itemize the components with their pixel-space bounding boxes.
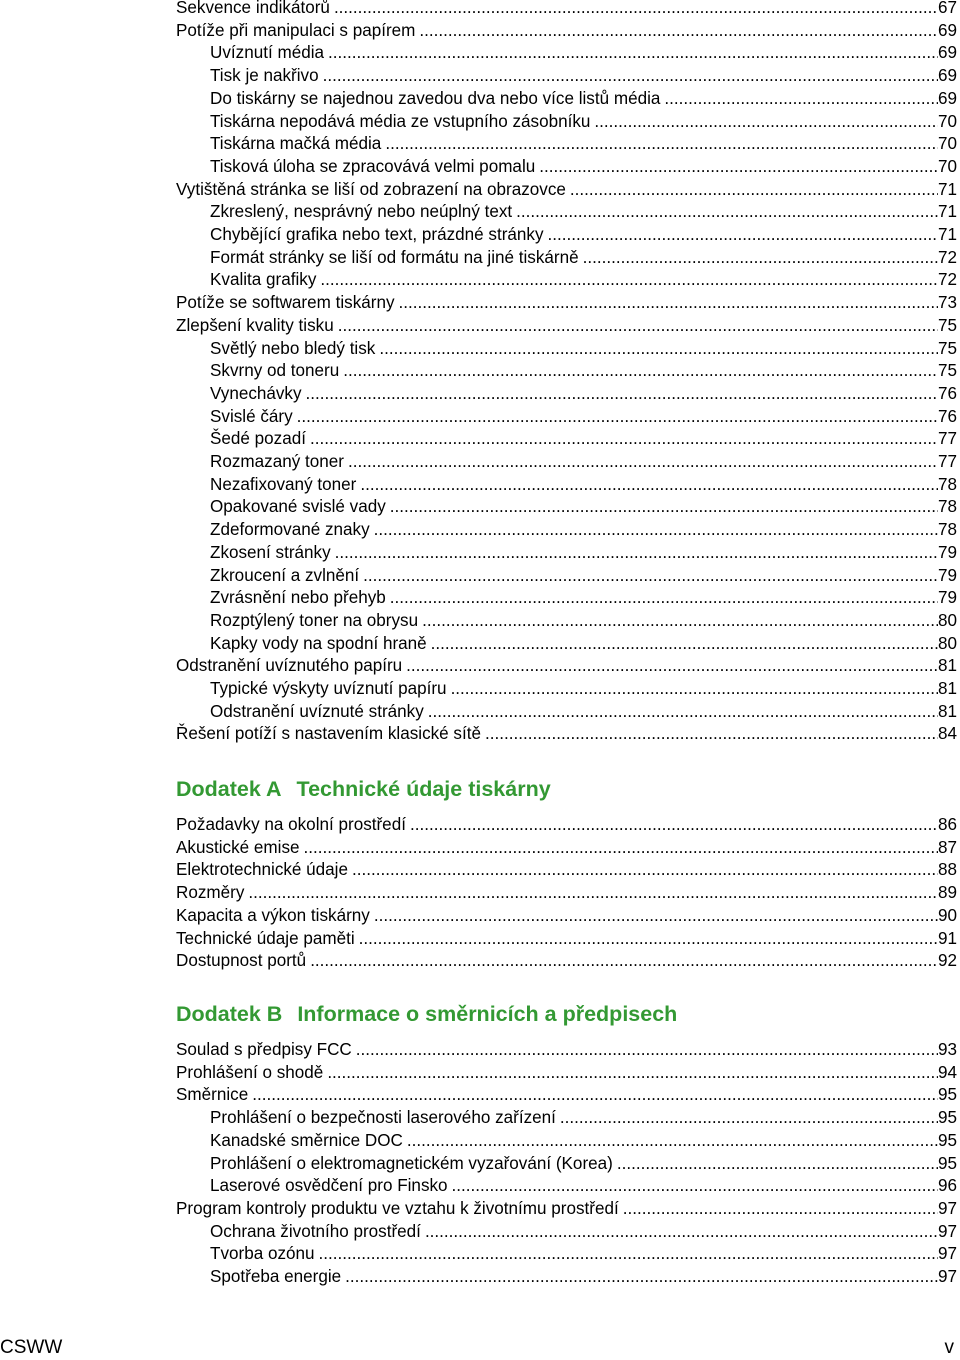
toc-entry[interactable] [210, 1107, 957, 1130]
toc-entry[interactable] [210, 1130, 957, 1153]
toc-leader-dots [548, 224, 938, 247]
toc-entry[interactable] [210, 701, 957, 724]
toc-entry-page: 81 [937, 679, 957, 698]
toc-entry-label: Potíže se softwarem tiskárny [176, 293, 395, 313]
toc-entry[interactable] [210, 587, 957, 610]
toc-leader-dots [374, 519, 938, 542]
toc-entry-page: 95 [937, 1130, 957, 1150]
toc-entry[interactable] [176, 1198, 957, 1221]
toc-entry[interactable] [210, 247, 957, 270]
toc-entry-label: Elektrotechnické údaje [176, 860, 348, 880]
toc-entry-page: 72 [937, 247, 957, 267]
toc-entry-label: Zdeformované znaky [210, 520, 370, 540]
toc-entry-label: Směrnice [176, 1085, 249, 1105]
toc-leader-dots [297, 406, 938, 429]
toc-entry-label: Zkosení stránky [210, 542, 331, 562]
toc-entry-page: 71 [937, 225, 957, 244]
toc-entry[interactable] [210, 269, 957, 292]
toc-entry-label: Potíže při manipulaci s papírem [176, 20, 416, 40]
toc-entry-label: Typické výskyty uvíznutí papíru [210, 679, 447, 698]
toc-leader-dots [539, 156, 938, 179]
toc-leader-dots [410, 814, 938, 837]
toc-entry-page: 81 [937, 701, 957, 721]
toc-leader-dots [399, 292, 938, 315]
toc-entry-page: 78 [937, 497, 957, 517]
toc-leader-dots [407, 1130, 938, 1153]
toc-entry[interactable] [176, 905, 957, 928]
toc-entry[interactable] [210, 633, 957, 656]
toc-entry-label: Sekvence indikátorů [176, 0, 330, 17]
toc-entry-page: 89 [937, 883, 957, 903]
toc-entry-page: 75 [937, 361, 957, 381]
toc-leader-dots [374, 905, 938, 928]
toc-leader-dots [419, 20, 938, 43]
toc-entry-page: 79 [937, 565, 957, 585]
toc-entry-page: 67 [937, 0, 957, 17]
toc-entry[interactable] [176, 723, 957, 746]
toc-entry[interactable] [176, 179, 957, 202]
appendix-a-prefix: Dodatek A [176, 777, 282, 801]
toc-leader-dots [310, 950, 938, 973]
toc-leader-dots [323, 65, 938, 88]
toc-entry-label: Uvíznutí média [210, 43, 325, 63]
toc-entry-page: 97 [937, 1198, 957, 1218]
toc-entry-page: 97 [937, 1267, 957, 1286]
toc-entry-label: Tisk je nakřivo [210, 66, 319, 86]
toc-entry-label: Opakované svislé vady [210, 497, 386, 517]
toc-entry-page: 79 [937, 588, 957, 608]
toc-entry-label: Formát stránky se liší od formátu na jiné tiskárně [210, 247, 579, 267]
toc-leader-dots [516, 201, 938, 224]
toc-entry-page: 94 [937, 1062, 957, 1082]
toc-entry[interactable] [210, 88, 957, 111]
toc-entry-label: Akustické emise [176, 837, 300, 857]
toc-leader-dots [425, 1221, 938, 1244]
appendix-b-prefix: Dodatek B [176, 1002, 283, 1026]
toc-entry-page: 97 [937, 1221, 957, 1241]
toc-leader-dots [345, 1266, 938, 1289]
toc-entry-label: Soulad s předpisy FCC [176, 1040, 352, 1059]
toc-entry-page: 97 [937, 1244, 957, 1264]
toc-entry-label: Chybějící grafika nebo text, prázdné stránky [210, 225, 544, 244]
toc-entry[interactable] [210, 519, 957, 542]
toc-leader-dots [664, 88, 938, 111]
toc-leader-dots [304, 837, 938, 860]
toc-leader-dots [451, 678, 938, 701]
toc-entry-page: 80 [937, 633, 957, 653]
toc-leader-dots [428, 701, 938, 724]
toc-leader-dots [248, 882, 938, 905]
toc-entry-page: 79 [937, 542, 957, 562]
toc-leader-dots [252, 1084, 938, 1107]
toc-leader-dots [338, 315, 938, 338]
toc-entry-page: 71 [937, 179, 957, 199]
toc-entry[interactable] [210, 428, 957, 451]
toc-leader-dots [485, 723, 938, 746]
toc-entry-label: Rozměry [176, 883, 245, 903]
toc-entry-label: Prohlášení o shodě [176, 1062, 324, 1082]
toc-entry-label: Tiskárna nepodává média ze vstupního zásobníku [210, 111, 591, 131]
toc-entry-page: 95 [937, 1085, 957, 1105]
toc-entry-page: 72 [937, 270, 957, 290]
toc-entry-page: 69 [937, 20, 957, 40]
toc-entry-page: 78 [937, 520, 957, 540]
toc-entry-page: 87 [937, 837, 957, 857]
toc-entry[interactable] [176, 20, 957, 43]
toc-entry[interactable] [210, 224, 957, 247]
toc-entry[interactable] [176, 837, 957, 860]
toc-entry[interactable] [176, 814, 957, 837]
toc-entry-label: Svislé čáry [210, 406, 293, 426]
toc-leader-dots [328, 42, 938, 65]
toc-entry-page: 78 [937, 474, 957, 494]
toc-entry[interactable] [210, 1266, 957, 1289]
toc-entry[interactable] [210, 496, 957, 519]
toc-entry[interactable] [210, 111, 957, 134]
toc-leader-dots [306, 383, 938, 406]
toc-entry-page: 91 [937, 928, 957, 948]
appendix-b-title: Informace o směrnicích a předpisech [297, 1002, 678, 1026]
toc-entry-label: Prohlášení o bezpečnosti laserového zařízení [210, 1108, 556, 1128]
toc-leader-dots [583, 247, 938, 270]
toc-entry[interactable] [210, 156, 957, 179]
toc-entry[interactable] [176, 315, 957, 338]
toc-leader-dots [422, 610, 938, 633]
toc-entry[interactable] [210, 133, 957, 156]
toc-entry[interactable] [176, 928, 957, 951]
toc-entry-page: 95 [937, 1153, 957, 1173]
toc-leader-dots [334, 0, 938, 20]
toc-entry[interactable] [210, 1175, 957, 1198]
footer-doc-code: CSWW [0, 1337, 63, 1358]
toc-entry[interactable] [210, 383, 957, 406]
toc-entry-label: Tisková úloha se zpracovává velmi pomalu [210, 156, 536, 176]
toc-leader-dots [623, 1198, 938, 1221]
toc-entry-page: 95 [937, 1108, 957, 1128]
toc-entry-label: Zlepšení kvality tisku [176, 315, 334, 335]
toc-entry-page: 86 [937, 815, 957, 834]
toc-leader-dots [390, 496, 938, 519]
toc-entry-label: Vynechávky [210, 383, 302, 403]
toc-entry-label: Kvalita grafiky [210, 270, 317, 290]
toc-entry-page: 92 [937, 951, 957, 971]
toc-entry-label: Požadavky na okolní prostředí [176, 815, 406, 834]
toc-entry-label: Kanadské směrnice DOC [210, 1130, 403, 1150]
toc-leader-dots [348, 451, 938, 474]
appendix-a-title: Technické údaje tiskárny [296, 777, 551, 801]
toc-leader-dots [570, 179, 938, 202]
toc-leader-dots [379, 338, 938, 361]
toc-entry[interactable] [210, 451, 957, 474]
toc-leader-dots [319, 1243, 938, 1266]
toc-entry-label: Tvorba ozónu [210, 1244, 315, 1264]
toc-entry-page: 76 [937, 383, 957, 403]
toc-entry-page: 75 [937, 315, 957, 335]
toc-entry-page: 81 [937, 656, 957, 676]
toc-entry-label: Tiskárna mačká média [210, 134, 382, 154]
toc-entry-page: 84 [937, 724, 957, 744]
toc-entry-page: 77 [937, 429, 957, 449]
toc-entry[interactable] [210, 610, 957, 633]
toc-entry-page: 90 [937, 905, 957, 925]
toc-entry-page: 70 [937, 111, 957, 131]
toc-leader-dots [343, 360, 938, 383]
toc-entry[interactable] [210, 474, 957, 497]
toc-entry[interactable] [210, 1221, 957, 1244]
toc-entry-label: Zkroucení a zvlnění [210, 565, 360, 585]
toc-entry-page: 96 [937, 1176, 957, 1196]
toc-entry-label: Kapky vody na spodní hraně [210, 633, 427, 653]
toc-entry[interactable] [210, 338, 957, 361]
toc-entry-page: 71 [937, 202, 957, 222]
toc-entry-page: 93 [937, 1040, 957, 1059]
toc-leader-dots [594, 111, 938, 134]
toc-entry-label: Laserové osvědčení pro Finsko [210, 1176, 448, 1196]
toc-entry-page: 77 [937, 452, 957, 471]
toc-entry-label: Rozptýlený toner na obrysu [210, 610, 419, 630]
toc-entry-label: Odstranění uvíznutého papíru [176, 656, 403, 676]
toc-entry[interactable] [176, 882, 957, 905]
toc-leader-dots [360, 474, 938, 497]
toc-entry-page: 76 [937, 406, 957, 426]
toc-entry-page: 88 [937, 860, 957, 880]
toc-leader-dots [327, 1062, 938, 1085]
toc-entry-label: Vytištěná stránka se liší od zobrazení na obrazovce [176, 179, 566, 199]
toc-leader-dots [310, 428, 938, 451]
toc-leader-dots [335, 542, 938, 565]
toc-entry-label: Do tiskárny se najednou zavedou dva nebo více listů média [210, 88, 661, 108]
toc-entry[interactable] [210, 65, 957, 88]
toc-entry-label: Spotřeba energie [210, 1267, 342, 1286]
toc-leader-dots [359, 928, 938, 951]
toc-entry[interactable] [176, 859, 957, 882]
toc-leader-dots [431, 633, 938, 656]
toc-entry[interactable] [176, 950, 957, 973]
toc-leader-dots [363, 565, 938, 588]
toc-entry-page: 73 [937, 293, 957, 313]
toc-entry-label: Skvrny od toneru [210, 361, 340, 381]
toc-entry-label: Prohlášení o elektromagnetickém vyzařování (Korea) [210, 1153, 613, 1173]
toc-entry-page: 70 [937, 134, 957, 154]
toc-leader-dots [452, 1175, 938, 1198]
toc-entry-label: Rozmazaný toner [210, 452, 344, 471]
toc-entry[interactable] [176, 1039, 957, 1062]
toc-entry[interactable] [210, 542, 957, 565]
toc-entry-page: 75 [937, 338, 957, 358]
toc-entry-label: Program kontroly produktu ve vztahu k životnímu prostředí [176, 1198, 619, 1218]
toc-entry-label: Odstranění uvíznuté stránky [210, 701, 424, 721]
toc-entry-page: 69 [937, 88, 957, 108]
toc-entry-label: Technické údaje paměti [176, 928, 355, 948]
toc-entry[interactable] [176, 292, 957, 315]
toc-entry-label: Řešení potíží s nastavením klasické sítě [176, 724, 481, 744]
toc-entry-label: Nezafixovaný toner [210, 474, 357, 494]
toc-entry[interactable] [210, 1243, 957, 1266]
toc-entry-label: Ochrana životního prostředí [210, 1221, 421, 1241]
toc-entry-label: Kapacita a výkon tiskárny [176, 905, 370, 925]
footer-page-number: v [944, 1337, 954, 1358]
toc-entry[interactable] [210, 360, 957, 383]
toc-entry-label: Světlý nebo bledý tisk [210, 338, 376, 358]
toc-entry[interactable] [176, 1062, 957, 1085]
toc-entry[interactable] [210, 565, 957, 588]
toc-entry-page: 70 [937, 156, 957, 176]
toc-entry[interactable] [210, 42, 957, 65]
toc-leader-dots [320, 269, 938, 292]
toc-entry[interactable] [176, 0, 957, 20]
appendix-b-heading [176, 1000, 677, 1028]
toc-leader-dots [385, 133, 938, 156]
toc-leader-dots [390, 587, 938, 610]
toc-leader-dots [617, 1153, 938, 1176]
toc-entry[interactable] [176, 655, 957, 678]
toc-entry[interactable] [210, 406, 957, 429]
toc-entry[interactable] [210, 1153, 957, 1176]
appendix-a-heading [176, 775, 551, 803]
toc-entry-page: 69 [937, 43, 957, 63]
toc-leader-dots [356, 1039, 938, 1062]
toc-entry[interactable] [210, 678, 957, 701]
toc-entry-page: 80 [937, 610, 957, 630]
toc-leader-dots [560, 1107, 938, 1130]
toc-entry-label: Dostupnost portů [176, 951, 307, 971]
toc-entry-page: 69 [937, 66, 957, 86]
toc-entry-label: Zkreslený, nesprávný nebo neúplný text [210, 202, 513, 222]
toc-entry[interactable] [176, 1084, 957, 1107]
toc-leader-dots [352, 859, 938, 882]
toc-entry[interactable] [210, 201, 957, 224]
toc-leader-dots [406, 655, 938, 678]
toc-entry-label: Zvrásnění nebo přehyb [210, 588, 386, 608]
toc-entry-label: Šedé pozadí [210, 429, 306, 449]
